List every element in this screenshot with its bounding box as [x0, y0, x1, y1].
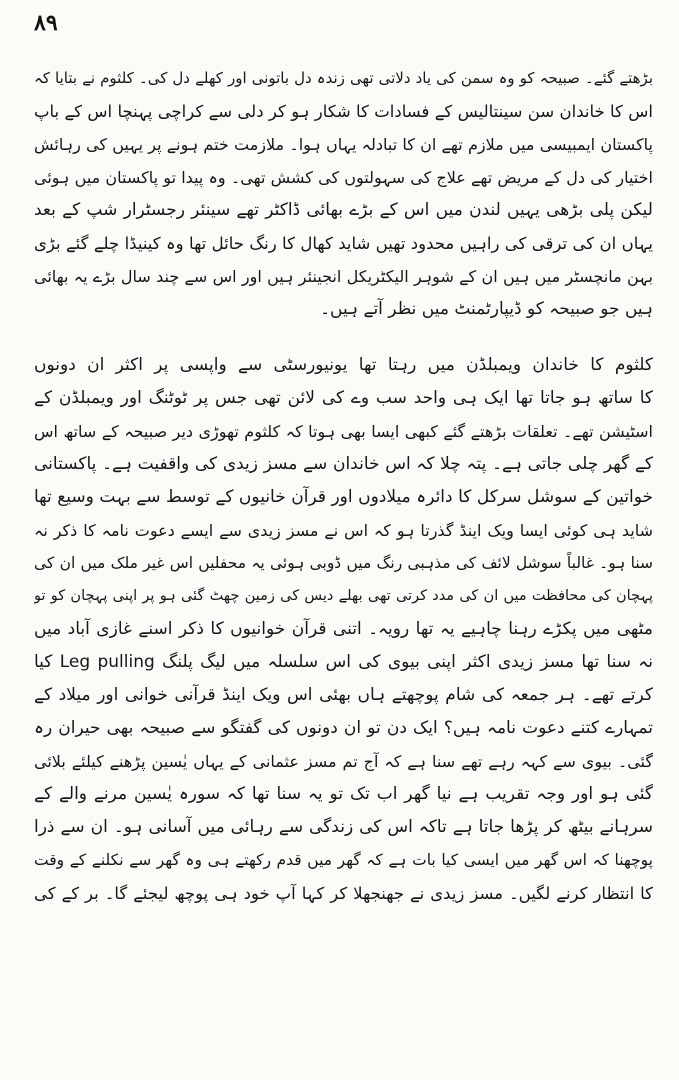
text-line: اس کا خاندان سن سینتالیس کے فسادات کا شکار ہو کر دلی سے کراچی پہنچا اس کے باپ	[34, 102, 653, 121]
text-line: تمہارے کتنے دعوت نامہ ہیں؟ ایک دن تو ان دونوں کی گفتگو سے صبیحہ بھی حیران رہ	[34, 718, 653, 738]
text-line: شاید ہی کوئی ایسا ویک اینڈ گذرتا ہو کہ اس نے مسز زیدی سے ایسے دعوت نامہ کا ذکر نہ	[34, 521, 653, 540]
paragraph	[34, 62, 653, 326]
text-line: مٹھی میں پکڑے رہنا چاہیے یہ تھا رویہ۔ اتنی قرآن خوانیوں کا ذکر اسنے غازی آباد میں	[34, 619, 653, 639]
text-line: کلثوم کا خاندان ویمبلڈن میں رہتا تھا یونیورسٹی سے واپسی پر اکثر ان دونوں	[34, 355, 653, 375]
text-line: نہ سنا تھا مسز زیدی اکثر اپنی بیوی کی اس سلسلہ میں لیگ پلنگ Leg pulling کیا	[34, 652, 653, 672]
text-line: سنا ہو۔ غالباً سوشل لائف کی مذہبی رنگ میں ڈوبی ہوئی یہ محفلیں اس غیر ملک میں ان کی	[34, 554, 653, 572]
paragraph-gap	[34, 326, 653, 349]
text-line: پاکستان ایمبیسی میں ملازم تھے ان کا تبادلہ یہاں ہوا۔ ملازمت ختم ہونے پر یہیں کی رہائش	[34, 135, 653, 154]
text-line: خواتین کے سوشل سرکل کا دائرہ میلادوں اور قرآن خانیوں کے توسط سے بہت وسیع تھا	[34, 487, 653, 507]
text-line: اسٹیشن تھے۔ تعلقات بڑھتے گئے کبھی ایسا بھی ہوتا کہ کلثوم تھوڑی دیر صبیحہ کے ساتھ اس	[34, 422, 653, 441]
text-line: بہن مانچسٹر میں ہیں ان کے شوہر الیکٹریکل انجینئر ہیں اور اس سے چند سال بڑے یہ بھائی	[34, 267, 653, 286]
text-line: کے گھر چلی جاتی ہے۔ پتہ چلا کہ اس خاندان سے مسز زیدی کی واقفیت ہے۔ پاکستانی	[34, 454, 653, 474]
text-line: بڑھتے گئے۔ صبیحہ کو وہ سمن کی یاد دلاتی تھی زندہ دل باتونی اور کھلے دل کی۔ کلثوم نے بتایا کہ	[34, 69, 653, 87]
body-text	[34, 62, 653, 910]
text-line: کا انتظار کرنے لگیں۔ مسز زیدی نے جھنجھلا کر کہا آپ خود ہی پوچھ لیجئے گا۔ بر کے کی	[34, 884, 653, 903]
paragraph	[34, 349, 653, 910]
text-line: کرتے تھے۔ ہر جمعہ کی شام پوچھتے ہاں بھئی اس ویک اینڈ قرآنی خوانی اور میلاد کے	[34, 685, 653, 705]
text-line: ہیں جو صبیحہ کو ڈیپارٹمنٹ میں نظر آتے ہیں۔	[320, 299, 653, 319]
text-line: پوچھنا کہ اس گھر میں ایسی کیا بات ہے کہ گھر میں قدم رکھتے ہی وہ گھر سے نکلنے کے وقت	[34, 851, 653, 869]
text-line: کا ساتھ ہو جاتا تھا ایک ہی واحد سب وے کی لائن تھی جس پر ٹوٹنگ اور ویمبلڈن کے	[34, 388, 653, 408]
text-line: یہاں ان کی ترقی کی راہیں محدود تھیں شاید کھال کا رنگ حائل تھا وہ کینیڈا چلے گئے بڑی	[34, 234, 653, 253]
text-line: گئی۔ بیوی سے کہہ رہے تھے سنا ہے کہ آج تم مسز عثمانی کے یہاں یٰسین پڑھنے کیلئے بلائی	[34, 752, 653, 771]
text-line: اختیار کی دل کے مریض تھے علاج کی سہولتوں کی کشش تھی۔ وہ پیدا تو پاکستان میں ہوئی	[34, 168, 653, 187]
text-line: پہچان کی محافظت میں ان کی مدد کرتی تھی بھلے دیس کی زمین چھٹ گئی ہو پر اپنی پہچان کو تو	[34, 588, 653, 604]
text-line: لیکن پلی بڑھی یہیں لندن میں اس کے بڑے بھائی ڈاکٹر تھے سینئر رجسٹرار شپ کے بعد	[34, 200, 653, 220]
text-line: سرہانے بیٹھ کر پڑھا جاتا ہے تاکہ اس کی زندگی سے رہائی میں آسانی ہو۔ ان سے ذرا	[34, 817, 653, 837]
text-line: گئی ہو اور وجہ تقریب ہے نیا گھر اب تک تو یہ سنا تھا کہ سورہ یٰسین مرنے والے کے	[34, 784, 653, 804]
page-number: ۸۹	[34, 10, 58, 36]
